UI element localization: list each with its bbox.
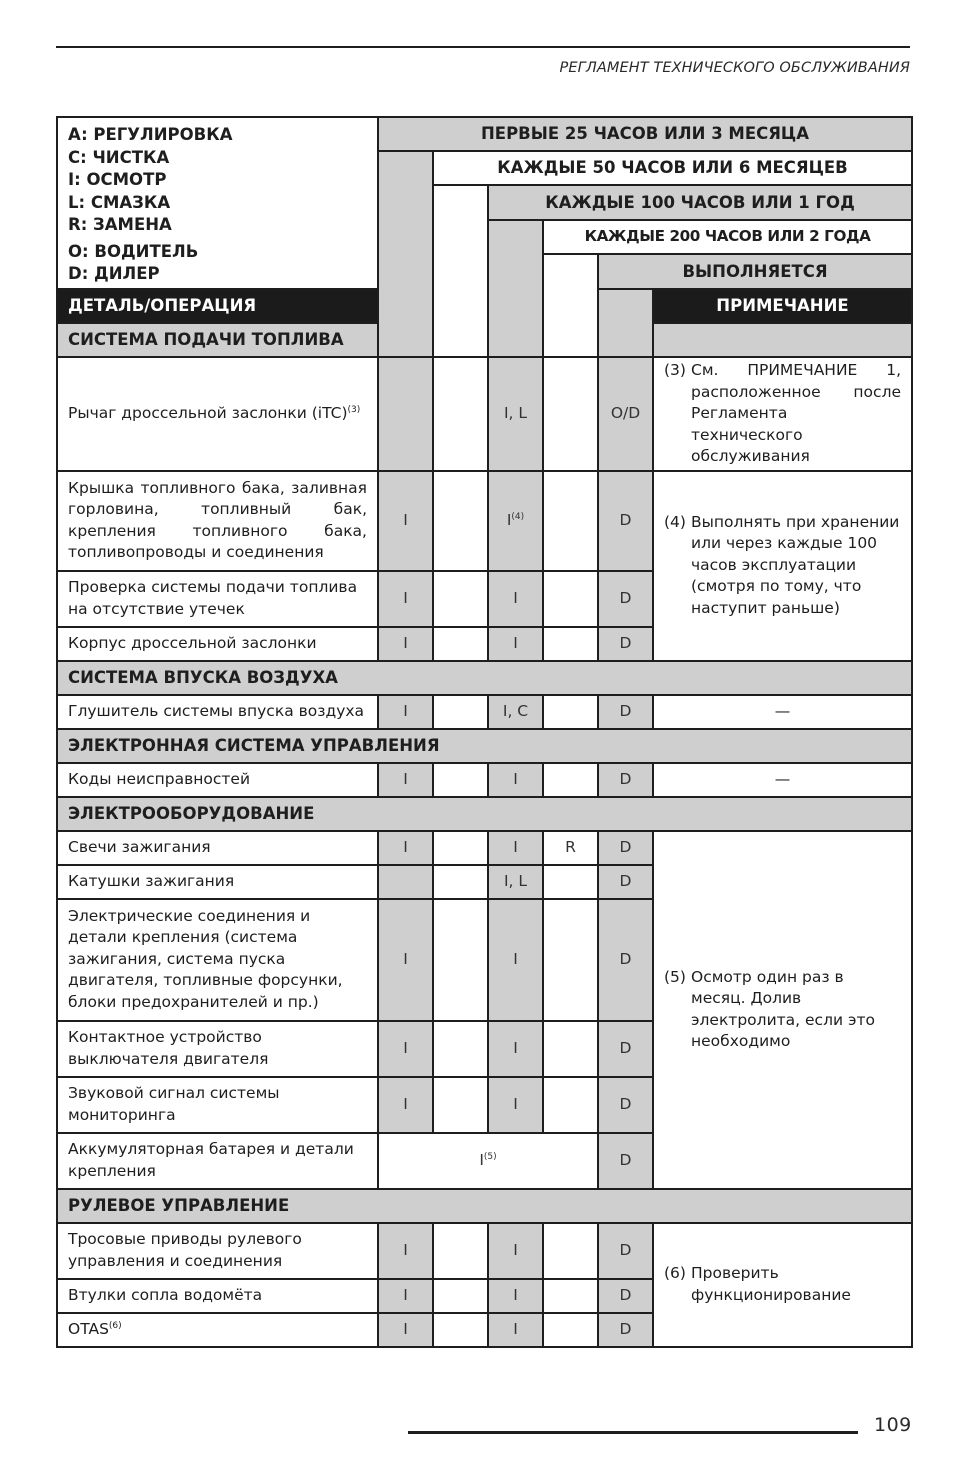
table-row: Проверка системы подачи топлива на отсутствие утечек I I D	[57, 571, 912, 627]
item-air-silencer: Глушитель системы впуска воздуха	[57, 695, 378, 729]
cell-merged-monthly: $I^{(5)}$	[378, 1133, 598, 1189]
interval-every-200h: КАЖДЫЕ 200 ЧАСОВ ИЛИ 2 ГОДА	[543, 220, 912, 254]
header-row-first	[57, 117, 912, 151]
table-row: Звуковой сигнал системы мониторинга I I D	[57, 1077, 912, 1133]
note-5: (5) Осмотр один раз в месяц. Долив электролита, если это необходимо	[653, 831, 912, 1189]
section-electronic-control: ЭЛЕКТРОННАЯ СИСТЕМА УПРАВЛЕНИЯ	[57, 729, 912, 763]
item-steering-cables: Тросовые приводы рулевого управления и соединения	[57, 1223, 378, 1279]
table-row: Глушитель системы впуска воздуха I I, C D —	[57, 695, 912, 729]
header-rule	[56, 46, 910, 48]
cell-100h: I, L	[488, 357, 543, 471]
interval-first-25h: ПЕРВЫЕ 25 ЧАСОВ ИЛИ 3 МЕСЯЦА	[378, 117, 912, 151]
section-steering: РУЛЕВОЕ УПРАВЛЕНИЕ	[57, 1189, 912, 1223]
legend-lubricate: L: СМАЗКА	[68, 192, 171, 212]
section-air-intake: СИСТЕМА ВПУСКА ВОЗДУХА	[57, 661, 912, 695]
table-row: Коды неисправностей I I D —	[57, 763, 912, 797]
section-row	[57, 1189, 912, 1223]
performed-by-header: ВЫПОЛНЯЕТСЯ	[598, 254, 912, 289]
table-row: OTAS$^{(6)}$ I I D	[57, 1313, 912, 1347]
cell-performed-by: D	[598, 471, 653, 571]
item-electrical-connections: Электрические соединения и детали крепления (система зажигания, система пуска двигателя, топливные форсунки, блоки предохранителей и пр.)	[57, 899, 378, 1021]
legend	[57, 117, 378, 289]
item-spark-plugs: Свечи зажигания	[57, 831, 378, 865]
interval-every-100h: КАЖДЫЕ 100 ЧАСОВ ИЛИ 1 ГОД	[488, 185, 912, 220]
item-fault-codes: Коды неисправностей	[57, 763, 378, 797]
table-row: Электрические соединения и детали крепления (система зажигания, система пуска двигателя, топливные форсунки, блоки предохранителей и пр.) I I D	[57, 899, 912, 1021]
legend-adjust: A: РЕГУЛИРОВКА	[68, 125, 233, 144]
legend-clean: C: ЧИСТКА	[68, 147, 170, 167]
item-jet-nozzle-bushings: Втулки сопла водомёта	[57, 1279, 378, 1313]
section-electrical: ЭЛЕКТРООБОРУДОВАНИЕ	[57, 797, 912, 831]
table-row	[57, 357, 912, 471]
note-dash: —	[653, 763, 912, 797]
part-operation-header: ДЕТАЛЬ/ОПЕРАЦИЯ	[57, 289, 378, 323]
table-row: Тросовые приводы рулевого управления и соединения I I D (6) Проверить функционирование	[57, 1223, 912, 1279]
cell-first: I	[378, 471, 433, 571]
section-row	[57, 797, 912, 831]
legend-dealer: D: ДИЛЕР	[68, 264, 160, 283]
item-throttle-body: Корпус дроссельной заслонки	[57, 627, 378, 661]
note-4: (4) Выполнять при хранении или через каждые 100 часов эксплуатации (смотря по тому, что наступит раньше)	[653, 471, 912, 661]
interval-every-50h: КАЖДЫЕ 50 ЧАСОВ ИЛИ 6 МЕСЯЦЕВ	[433, 151, 912, 185]
legend-replace: R: ЗАМЕНА	[68, 215, 172, 234]
note-dash: —	[653, 695, 912, 729]
table-row: Контактное устройство выключателя двигателя I I D	[57, 1021, 912, 1077]
item-otas: OTAS$^{(6)}$	[57, 1313, 378, 1347]
item-ignition-coils: Катушки зажигания	[57, 865, 378, 899]
legend-inspect: I: ОСМОТР	[68, 170, 167, 189]
legend-owner: O: ВОДИТЕЛЬ	[68, 241, 199, 261]
item-fuel-leak-check: Проверка системы подачи топлива на отсутствие утечек	[57, 571, 378, 627]
item-monitoring-horn: Звуковой сигнал системы мониторинга	[57, 1077, 378, 1133]
note-3: (3) См. ПРИМЕЧАНИЕ 1, расположенное после Регламента технического обслуживания	[653, 357, 912, 471]
section-row	[57, 729, 912, 763]
table-row: Корпус дроссельной заслонки I I D	[57, 627, 912, 661]
page-number: 109	[874, 1414, 912, 1436]
table-row	[57, 471, 912, 571]
item-battery: Аккумуляторная батарея и детали крепления	[57, 1133, 378, 1189]
footer-rule	[408, 1431, 858, 1434]
table-row: Свечи зажигания I I R D (5) Осмотр один раз в месяц. Долив электролита, если это необходимо	[57, 831, 912, 865]
section-fuel-system: СИСТЕМА ПОДАЧИ ТОПЛИВА	[57, 323, 433, 357]
table-row: Втулки сопла водомёта I I D	[57, 1279, 912, 1313]
item-engine-switch: Контактное устройство выключателя двигателя	[57, 1021, 378, 1077]
cell-performed-by: O/D	[598, 357, 653, 471]
cell-200h: R	[543, 831, 598, 865]
table-row: Аккумуляторная батарея и детали крепления $I^{(5)}$ D	[57, 1133, 912, 1189]
page-header-title: РЕГЛАМЕНТ ТЕХНИЧЕСКОГО ОБСЛУЖИВАНИЯ	[559, 60, 910, 76]
cell-100h: $I^{(4)}$	[488, 471, 543, 571]
section-row	[57, 661, 912, 695]
note-6: (6) Проверить функционирование	[653, 1223, 912, 1347]
item-throttle-lever: Рычаг дроссельной заслонки (iTC)$^{(3)}$	[57, 357, 378, 471]
note-header: ПРИМЕЧАНИЕ	[653, 289, 912, 323]
maintenance-schedule-table	[56, 116, 913, 1348]
item-fuel-cap: Крышка топливного бака, заливная горловина, топливный бак, крепления топливного бака, топливопроводы и соединения	[57, 471, 378, 571]
table-row: Катушки зажигания I, L D	[57, 865, 912, 899]
